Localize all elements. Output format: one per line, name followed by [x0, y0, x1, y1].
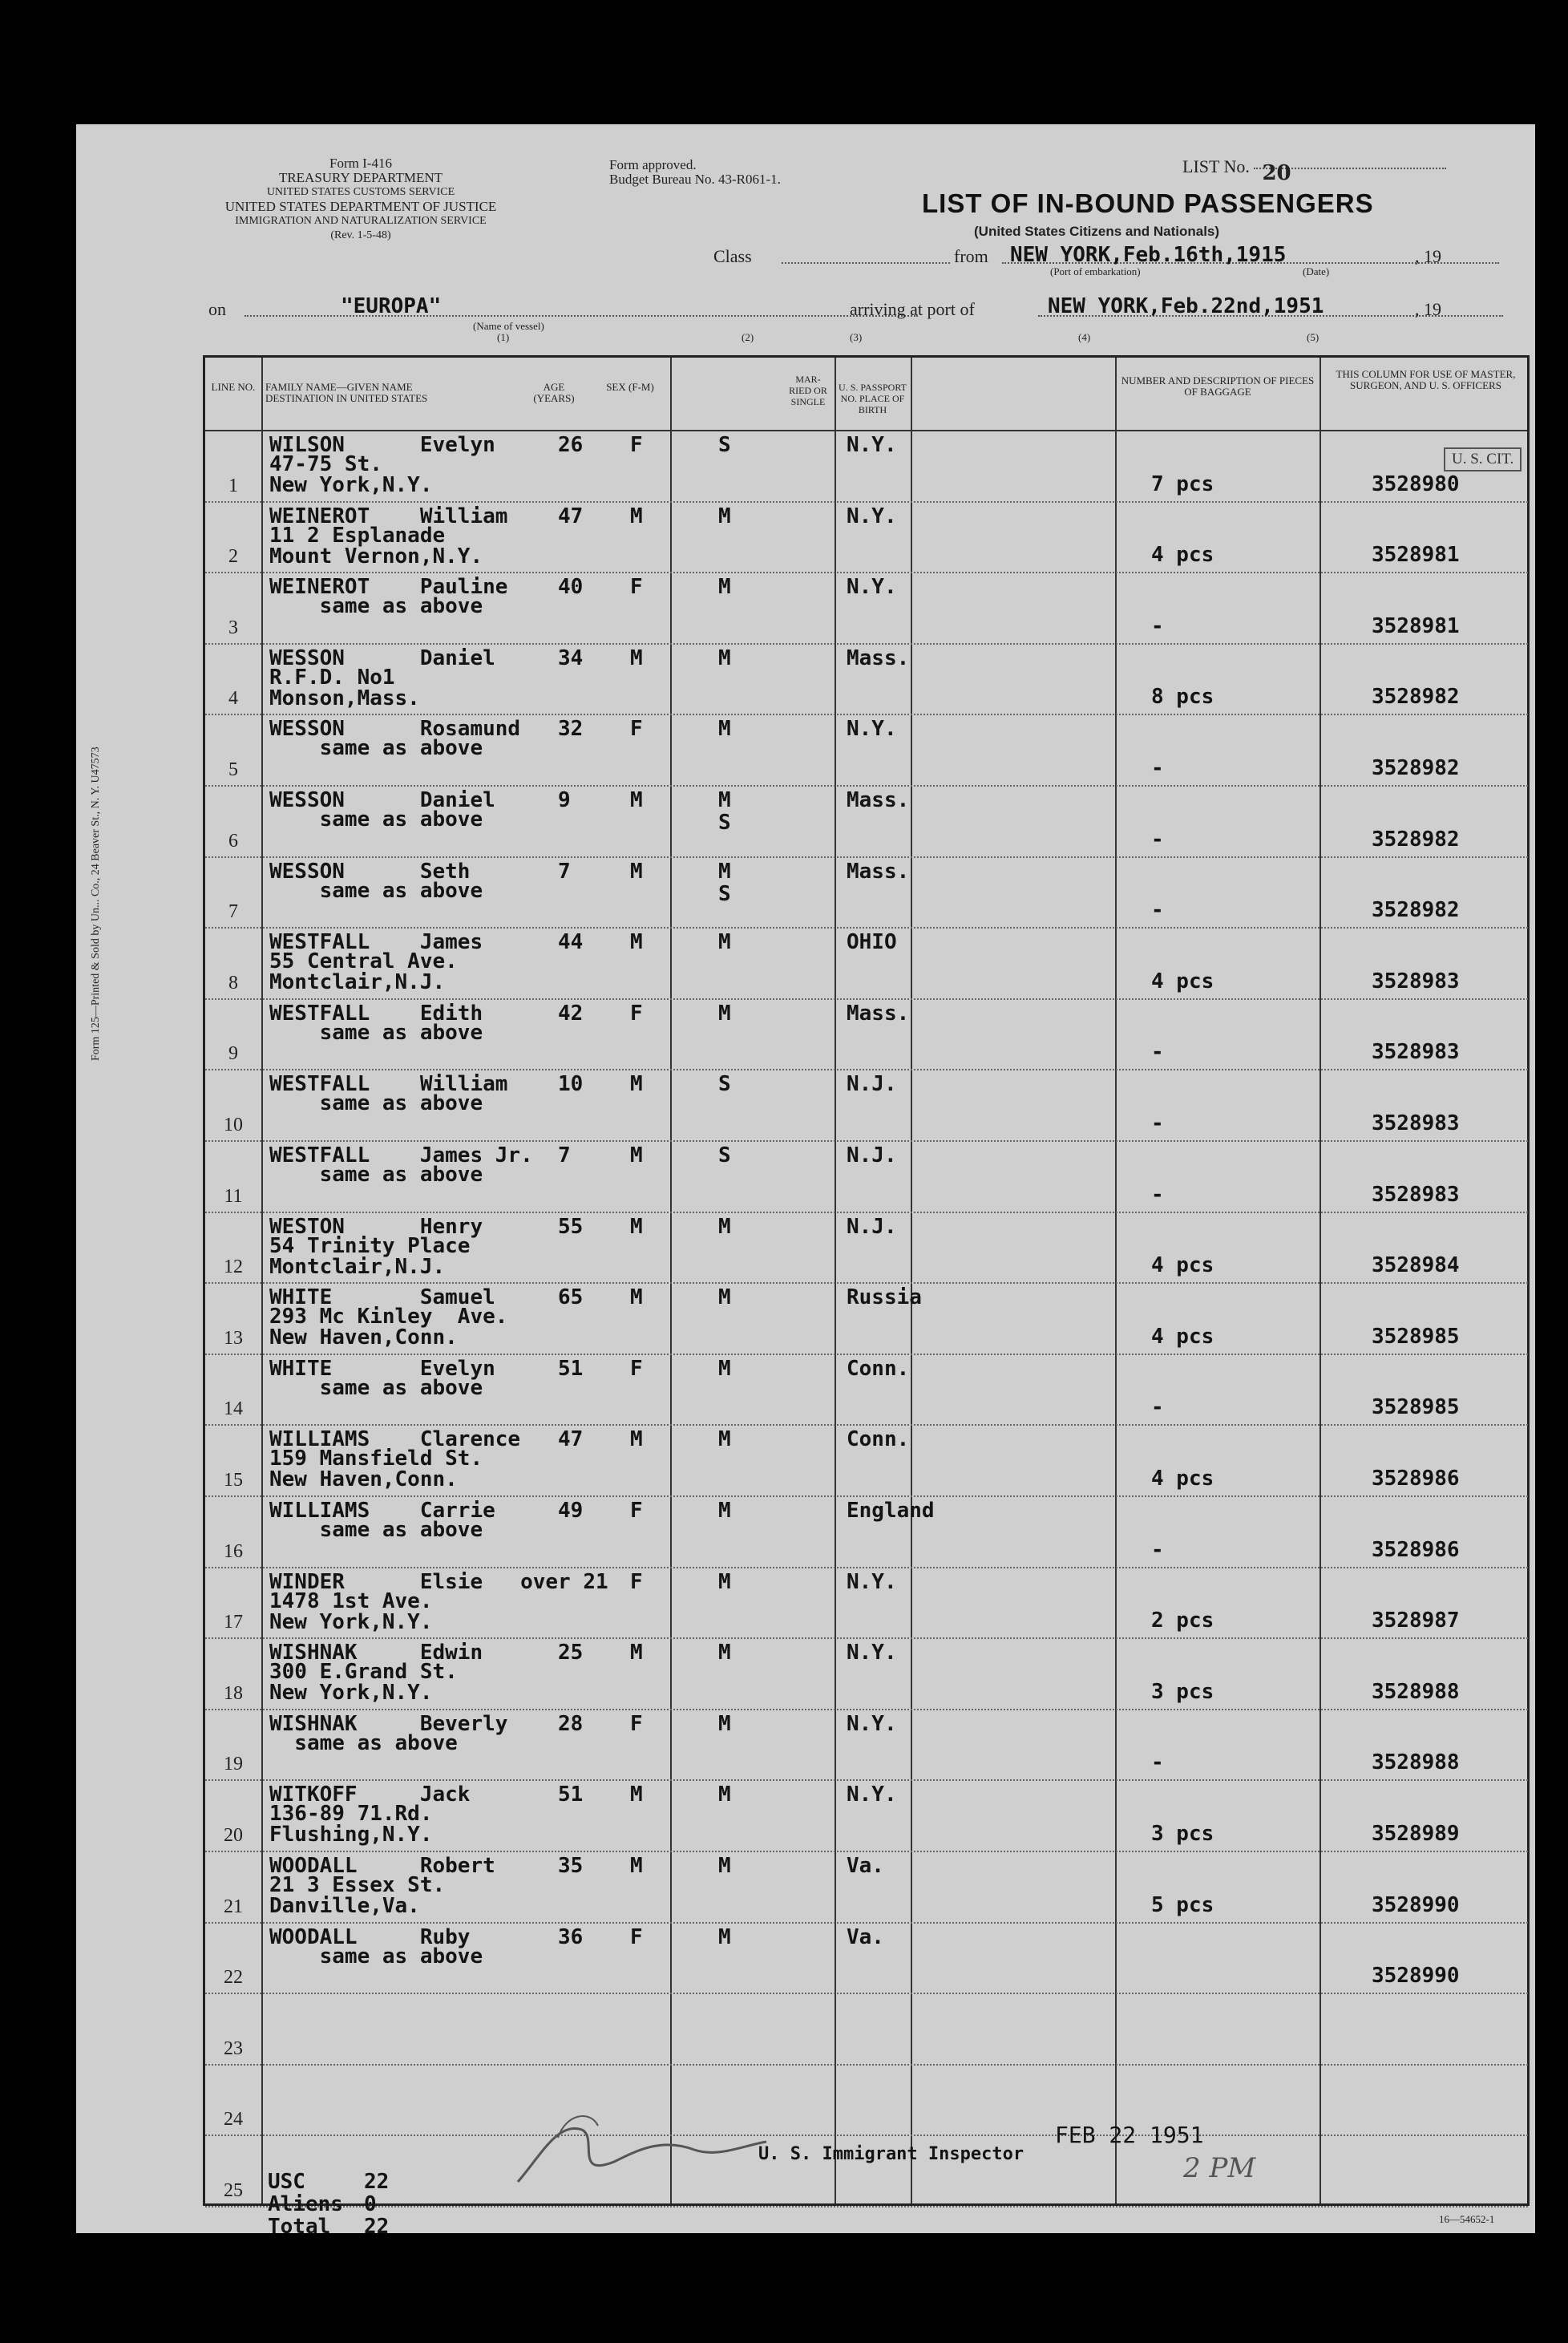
- destination-line-1: 54 Trinity Place: [269, 1233, 471, 1258]
- total-value: 22: [364, 2215, 390, 2233]
- col-header-line: LINE NO.: [211, 381, 256, 393]
- place-of-birth: Mass.: [847, 788, 910, 812]
- passenger-row: [205, 1781, 1528, 1852]
- officer-number: 3528987: [1372, 1609, 1460, 1633]
- col-header-sex: SEX (F-M): [606, 381, 654, 393]
- page-title: LIST OF IN-BOUND PASSENGERS: [922, 188, 1374, 218]
- age: 32: [558, 717, 584, 742]
- place-of-birth: Mass.: [847, 645, 910, 670]
- married-single: M: [718, 930, 731, 955]
- customs-service: UNITED STATES CUSTOMS SERVICE: [266, 186, 455, 198]
- line-number: 17: [224, 1612, 243, 1633]
- line-number: 3: [228, 617, 238, 638]
- baggage: 3 pcs: [1151, 1821, 1214, 1846]
- age: 51: [558, 1783, 584, 1807]
- family-given-name: WOODALL Ruby: [269, 1924, 471, 1949]
- line-number: 24: [224, 2109, 243, 2131]
- place-of-birth: N.Y.: [847, 504, 897, 528]
- passenger-row: [205, 645, 1528, 716]
- passenger-row: [205, 1568, 1528, 1640]
- officer-number: 3528982: [1372, 685, 1460, 710]
- destination-line-1: 136-89 71.Rd.: [269, 1802, 433, 1827]
- destination-line-1: 293 Mc Kinley Ave.: [269, 1305, 508, 1329]
- year-suffix-2: , 19: [1415, 299, 1441, 319]
- destination-line-2: New Haven,Conn.: [269, 1467, 458, 1492]
- destination-line-1: same as above: [269, 594, 483, 619]
- passenger-row: [205, 715, 1528, 787]
- officer-number: 3528981: [1372, 613, 1460, 638]
- line-number: 2: [228, 546, 238, 568]
- sex: F: [630, 433, 643, 457]
- form-number: Form I-416: [329, 156, 392, 171]
- inspection-date-stamp: FEB 22 1951: [1055, 2122, 1204, 2148]
- line-number: 6: [228, 830, 238, 852]
- line-number: 14: [224, 1398, 243, 1420]
- sex: M: [630, 1427, 643, 1452]
- destination-line-1: same as above: [269, 878, 483, 903]
- sex: F: [630, 1711, 643, 1736]
- place-of-birth: Russia: [847, 1285, 922, 1310]
- destination-line-2: Mount Vernon,N.Y.: [269, 544, 483, 569]
- destination-line-1: 300 E.Grand St.: [269, 1660, 458, 1685]
- arriving-value: NEW YORK,Feb.22nd,1951: [1048, 294, 1324, 318]
- col-header-age: AGE (YEARS): [533, 381, 575, 404]
- married-single: M: [718, 1641, 731, 1665]
- age: 34: [558, 645, 584, 670]
- sex: F: [630, 1499, 643, 1523]
- officer-number: 3528986: [1372, 1466, 1460, 1491]
- officer-number: 3528988: [1372, 1679, 1460, 1704]
- baggage: -: [1151, 1750, 1164, 1775]
- printer-side-text: Form 125—Printed & Sold by Un... Co., 24 Beaver St., N. Y. U47573: [90, 747, 102, 1061]
- treasury-dept: TREASURY DEPARTMENT: [278, 170, 443, 185]
- passenger-row: [205, 1000, 1528, 1071]
- family-given-name: WHITE Evelyn: [269, 1356, 495, 1381]
- passenger-row: [205, 1924, 1528, 1995]
- destination-line-2: Danville,Va.: [269, 1894, 420, 1918]
- line-number: 10: [224, 1114, 243, 1135]
- col1-label: (1): [497, 331, 510, 343]
- age: 42: [558, 1001, 584, 1026]
- baggage: 4 pcs: [1151, 1466, 1214, 1491]
- age: 28: [558, 1711, 584, 1736]
- married-single-alt: S: [718, 881, 731, 906]
- officer-number: 3528983: [1372, 1111, 1460, 1135]
- sex: M: [630, 1285, 643, 1310]
- family-given-name: WESSON Daniel: [269, 645, 495, 670]
- sex: M: [630, 1072, 643, 1097]
- class-label: Class: [713, 246, 752, 266]
- married-single: S: [718, 1072, 731, 1097]
- family-given-name: WOODALL Robert: [269, 1854, 495, 1878]
- place-of-birth: OHIO: [847, 930, 897, 955]
- inspection-time: 2 PM: [1183, 2152, 1256, 2184]
- family-given-name: WISHNAK Edwin: [269, 1641, 483, 1665]
- destination-line-2: New York,N.Y.: [269, 473, 433, 497]
- destination-line-1: same as above: [269, 1163, 483, 1187]
- ins-service: IMMIGRATION AND NATURALIZATION SERVICE: [235, 215, 487, 227]
- baggage: 2 pcs: [1151, 1609, 1214, 1633]
- family-given-name: WILLIAMS Carrie: [269, 1499, 495, 1523]
- list-label: LIST No.: [1182, 156, 1250, 176]
- family-given-name: WESTFALL William: [269, 1072, 508, 1097]
- line-number: 25: [224, 2179, 243, 2201]
- passenger-row: [205, 2066, 1528, 2137]
- age: 65: [558, 1285, 584, 1310]
- officer-number: 3528990: [1372, 1964, 1460, 1989]
- total-line: [268, 2215, 389, 2233]
- destination-line-1: R.F.D. No1: [269, 665, 395, 690]
- page-subtitle: (United States Citizens and Nationals): [974, 224, 1220, 239]
- col2-label: (2): [742, 331, 754, 343]
- baggage: -: [1151, 1395, 1164, 1420]
- married-single: M: [718, 1854, 731, 1878]
- col-header-baggage: NUMBER AND DESCRIPTION OF PIECES OF BAGGAGE: [1121, 374, 1315, 398]
- passenger-row: [205, 858, 1528, 929]
- passenger-row: [205, 431, 1528, 503]
- family-given-name: WESTON Henry: [269, 1214, 483, 1239]
- sex: M: [630, 1854, 643, 1878]
- total-label: USC: [268, 2170, 305, 2194]
- revision: (Rev. 1-5-48): [330, 229, 391, 241]
- baggage: 3 pcs: [1151, 1679, 1214, 1704]
- approval-block: [609, 158, 781, 187]
- family-given-name: WITKOFF Jack: [269, 1783, 471, 1807]
- passenger-row: [205, 1284, 1528, 1355]
- destination-line-1: same as above: [269, 736, 483, 761]
- line-number: 7: [228, 901, 238, 923]
- officer-number: 3528982: [1372, 898, 1460, 923]
- baggage: -: [1151, 1111, 1164, 1135]
- line-number: 16: [224, 1540, 243, 1562]
- destination-line-1: same as above: [269, 1020, 483, 1045]
- line-number: 9: [228, 1043, 238, 1065]
- family-given-name: WESSON Seth: [269, 859, 471, 884]
- place-of-birth: N.Y.: [847, 433, 897, 457]
- family-given-name: WILLIAMS Clarence: [269, 1427, 521, 1452]
- passenger-row: [205, 1142, 1528, 1213]
- age: 55: [558, 1214, 584, 1239]
- line-number: 22: [224, 1967, 243, 1989]
- married-single: M: [718, 788, 731, 812]
- destination-line-2: New York,N.Y.: [269, 1609, 433, 1634]
- place-of-birth: N.Y.: [847, 1641, 897, 1665]
- destination-line-1: same as above: [269, 807, 483, 832]
- total-line: [268, 2192, 389, 2215]
- line-number: 4: [228, 688, 238, 710]
- place-of-birth: N.J.: [847, 1072, 897, 1097]
- age: 44: [558, 930, 584, 955]
- col4-label: (4): [1078, 331, 1091, 343]
- destination-line-1: same as above: [269, 1091, 483, 1116]
- officer-number: 3528981: [1372, 543, 1460, 568]
- place-of-birth: N.J.: [847, 1143, 897, 1167]
- destination-line-1: 55 Central Ave.: [269, 949, 458, 974]
- married-single: S: [718, 1143, 731, 1167]
- sex: M: [630, 645, 643, 670]
- family-given-name: WHITE Samuel: [269, 1285, 495, 1310]
- sex: M: [630, 1641, 643, 1665]
- form-approved: Form approved.: [609, 157, 697, 172]
- officer-number: 3528986: [1372, 1537, 1460, 1562]
- destination-line-2: Montclair,N.J.: [269, 970, 446, 995]
- date-label: (Date): [1303, 265, 1330, 277]
- age: 51: [558, 1356, 584, 1381]
- sex: F: [630, 1924, 643, 1949]
- vessel-name: "EUROPA": [341, 294, 442, 318]
- total-label: Aliens: [268, 2192, 343, 2216]
- form-agency-block: [188, 156, 533, 243]
- officer-number: 3528980: [1372, 471, 1460, 496]
- destination-line-1: 47-75 St.: [269, 452, 382, 476]
- family-given-name: WESTFALL Edith: [269, 1001, 483, 1026]
- officer-number: 3528984: [1372, 1253, 1460, 1278]
- age: 10: [558, 1072, 584, 1097]
- family-given-name: WEINEROT William: [269, 504, 508, 528]
- age: 36: [558, 1924, 584, 1949]
- passenger-row: [205, 1994, 1528, 2066]
- line-number: 15: [224, 1469, 243, 1491]
- sex: F: [630, 717, 643, 742]
- married-single: M: [718, 1356, 731, 1381]
- married-single: M: [718, 1499, 731, 1523]
- class-dots: [782, 262, 950, 264]
- line-number: 5: [228, 759, 238, 780]
- sex: M: [630, 930, 643, 955]
- sex: M: [630, 1214, 643, 1239]
- from-value: NEW YORK,Feb.16th,1915: [1010, 243, 1287, 267]
- sex: F: [630, 1569, 643, 1594]
- married-single: M: [718, 1783, 731, 1807]
- place-of-birth: Conn.: [847, 1427, 910, 1452]
- family-given-name: WEINEROT Pauline: [269, 575, 508, 600]
- place-of-birth: England: [847, 1499, 935, 1523]
- line-number: 20: [224, 1824, 243, 1846]
- place-of-birth: Mass.: [847, 1001, 910, 1026]
- family-given-name: WISHNAK Beverly: [269, 1711, 508, 1736]
- officer-number: 3528982: [1372, 755, 1460, 780]
- row-rule: [205, 2206, 1528, 2207]
- passenger-row: [205, 1426, 1528, 1497]
- family-given-name: WINDER Elsie over 21: [269, 1569, 608, 1594]
- married-single-alt: S: [718, 811, 731, 835]
- married-single: M: [718, 1001, 731, 1026]
- officer-number: 3528985: [1372, 1324, 1460, 1349]
- line-number: 13: [224, 1327, 243, 1349]
- officer-number: 3528983: [1372, 969, 1460, 993]
- destination-line-1: 159 Mansfield St.: [269, 1447, 483, 1471]
- on-label: on: [208, 299, 226, 319]
- passenger-row: [205, 1355, 1528, 1426]
- married-single: M: [718, 1214, 731, 1239]
- married-single: S: [718, 433, 731, 457]
- destination-line-2: New Haven,Conn.: [269, 1325, 458, 1350]
- passenger-row: [205, 1852, 1528, 1924]
- line-number: 1: [228, 475, 238, 496]
- col5-label: (5): [1307, 331, 1319, 343]
- place-of-birth: N.Y.: [847, 1711, 897, 1736]
- place-of-birth: Va.: [847, 1854, 884, 1878]
- line-number: 18: [224, 1682, 243, 1704]
- family-given-name: WESTFALL James: [269, 930, 483, 955]
- us-citizen-stamp: U. S. CIT.: [1444, 447, 1522, 471]
- manifest-page: [76, 124, 1535, 2233]
- baggage: 8 pcs: [1151, 685, 1214, 710]
- col-header-officers: THIS COLUMN FOR USE OF MASTER, SURGEON, AND U. S. OFFICERS: [1336, 368, 1516, 391]
- passenger-row: [205, 573, 1528, 645]
- passenger-row: [205, 1213, 1528, 1285]
- list-number: 20: [1262, 161, 1291, 185]
- officer-number: 3528989: [1372, 1821, 1460, 1846]
- married-single: M: [718, 504, 731, 528]
- age: 35: [558, 1854, 584, 1878]
- destination-line-2: Flushing,N.Y.: [269, 1823, 433, 1847]
- baggage: -: [1151, 898, 1164, 923]
- total-label: Total: [268, 2215, 331, 2233]
- inspector-signature: [510, 2106, 774, 2194]
- baggage: 4 pcs: [1151, 1253, 1214, 1278]
- place-of-birth: N.Y.: [847, 1569, 897, 1594]
- place-of-birth: Va.: [847, 1924, 884, 1949]
- col-header-name: FAMILY NAME—GIVEN NAME DESTINATION IN UNITED STATES: [265, 381, 428, 404]
- officer-number: 3528983: [1372, 1040, 1460, 1065]
- age: 26: [558, 433, 584, 457]
- destination-line-2: Monson,Mass.: [269, 686, 420, 710]
- sex: M: [630, 1783, 643, 1807]
- sex: M: [630, 1143, 643, 1167]
- port-embark-label: (Port of embarkation): [1050, 265, 1141, 277]
- total-value: 0: [364, 2192, 377, 2216]
- age: 7: [558, 1143, 571, 1167]
- family-given-name: WILSON Evelyn: [269, 433, 495, 457]
- from-label: from: [954, 246, 988, 266]
- married-single: M: [718, 1711, 731, 1736]
- destination-line-1: 1478 1st Ave.: [269, 1588, 433, 1613]
- married-single: M: [718, 859, 731, 884]
- destination-line-2: Montclair,N.J.: [269, 1254, 446, 1279]
- passenger-row: [205, 503, 1528, 574]
- passenger-row: [205, 1710, 1528, 1782]
- arriving-label: arriving at port of: [850, 299, 975, 319]
- line-number: 21: [224, 1896, 243, 1917]
- baggage: 5 pcs: [1151, 1892, 1214, 1917]
- officer-number: 3528985: [1372, 1395, 1460, 1420]
- line-number: 8: [228, 972, 238, 993]
- list-number-line: [1182, 156, 1511, 185]
- sex: M: [630, 788, 643, 812]
- age: 47: [558, 1427, 584, 1452]
- passenger-row: [205, 929, 1528, 1000]
- totals-block: [268, 2170, 389, 2233]
- age: 25: [558, 1641, 584, 1665]
- married-single: M: [718, 575, 731, 600]
- place-of-birth: Conn.: [847, 1356, 910, 1381]
- officer-number: 3528982: [1372, 827, 1460, 852]
- place-of-birth: N.Y.: [847, 717, 897, 742]
- age: 7: [558, 859, 571, 884]
- age: 40: [558, 575, 584, 600]
- baggage: -: [1151, 827, 1164, 852]
- total-value: 22: [364, 2170, 390, 2194]
- col-header-passport: U. S. PASSPORT NO. PLACE OF BIRTH: [839, 382, 907, 415]
- baggage: 4 pcs: [1151, 543, 1214, 568]
- line-number: 23: [224, 2037, 243, 2059]
- place-of-birth: N.J.: [847, 1214, 897, 1239]
- sex: F: [630, 575, 643, 600]
- line-number: 19: [224, 1754, 243, 1775]
- destination-line-1: same as above: [269, 1730, 458, 1755]
- married-single: M: [718, 717, 731, 742]
- officer-number: 3528988: [1372, 1750, 1460, 1775]
- line-number: 12: [224, 1256, 243, 1278]
- married-single: M: [718, 1427, 731, 1452]
- baggage: -: [1151, 1040, 1164, 1065]
- married-single: M: [718, 1569, 731, 1594]
- sex: F: [630, 1001, 643, 1026]
- destination-line-1: same as above: [269, 1944, 483, 1969]
- destination-line-1: 11 2 Esplanade: [269, 523, 446, 548]
- place-of-birth: Mass.: [847, 859, 910, 884]
- line-number: 11: [224, 1185, 243, 1207]
- passenger-row: [205, 1497, 1528, 1568]
- sex: M: [630, 859, 643, 884]
- married-single: M: [718, 1285, 731, 1310]
- passenger-row: [205, 1070, 1528, 1142]
- budget-bureau: Budget Bureau No. 43-R061-1.: [609, 172, 781, 187]
- col3-label: (3): [850, 331, 863, 343]
- family-given-name: WESSON Rosamund: [269, 717, 521, 742]
- place-of-birth: N.Y.: [847, 575, 897, 600]
- baggage: -: [1151, 1182, 1164, 1207]
- family-given-name: WESSON Daniel: [269, 788, 495, 812]
- age: 49: [558, 1499, 584, 1523]
- footer-code: 16—54652-1: [1439, 2213, 1495, 2225]
- officer-number: 3528990: [1372, 1892, 1460, 1917]
- married-single: M: [718, 1924, 731, 1949]
- place-of-birth: N.Y.: [847, 1783, 897, 1807]
- passenger-row: [205, 1639, 1528, 1710]
- inspector-label: U. S. Immigrant Inspector: [758, 2144, 1024, 2164]
- age: 9: [558, 788, 571, 812]
- sex: M: [630, 504, 643, 528]
- year-suffix-1: , 19: [1415, 246, 1441, 266]
- destination-line-2: New York,N.Y.: [269, 1681, 433, 1706]
- destination-line-1: same as above: [269, 1518, 483, 1542]
- total-line: [268, 2170, 389, 2192]
- justice-dept: UNITED STATES DEPARTMENT OF JUSTICE: [224, 199, 497, 214]
- baggage: 4 pcs: [1151, 969, 1214, 993]
- destination-line-1: 21 3 Essex St.: [269, 1873, 446, 1897]
- vessel-label: (Name of vessel): [473, 320, 544, 332]
- passenger-row: [205, 787, 1528, 858]
- baggage: -: [1151, 755, 1164, 780]
- baggage: 4 pcs: [1151, 1324, 1214, 1349]
- baggage: 7 pcs: [1151, 471, 1214, 496]
- baggage: -: [1151, 613, 1164, 638]
- col-header-married: MAR- RIED OR SINGLE: [789, 374, 827, 407]
- family-given-name: WESTFALL James Jr.: [269, 1143, 533, 1167]
- sex: F: [630, 1356, 643, 1381]
- married-single: M: [718, 645, 731, 670]
- age: 47: [558, 504, 584, 528]
- officer-number: 3528983: [1372, 1182, 1460, 1207]
- baggage: -: [1151, 1537, 1164, 1562]
- destination-line-1: same as above: [269, 1375, 483, 1400]
